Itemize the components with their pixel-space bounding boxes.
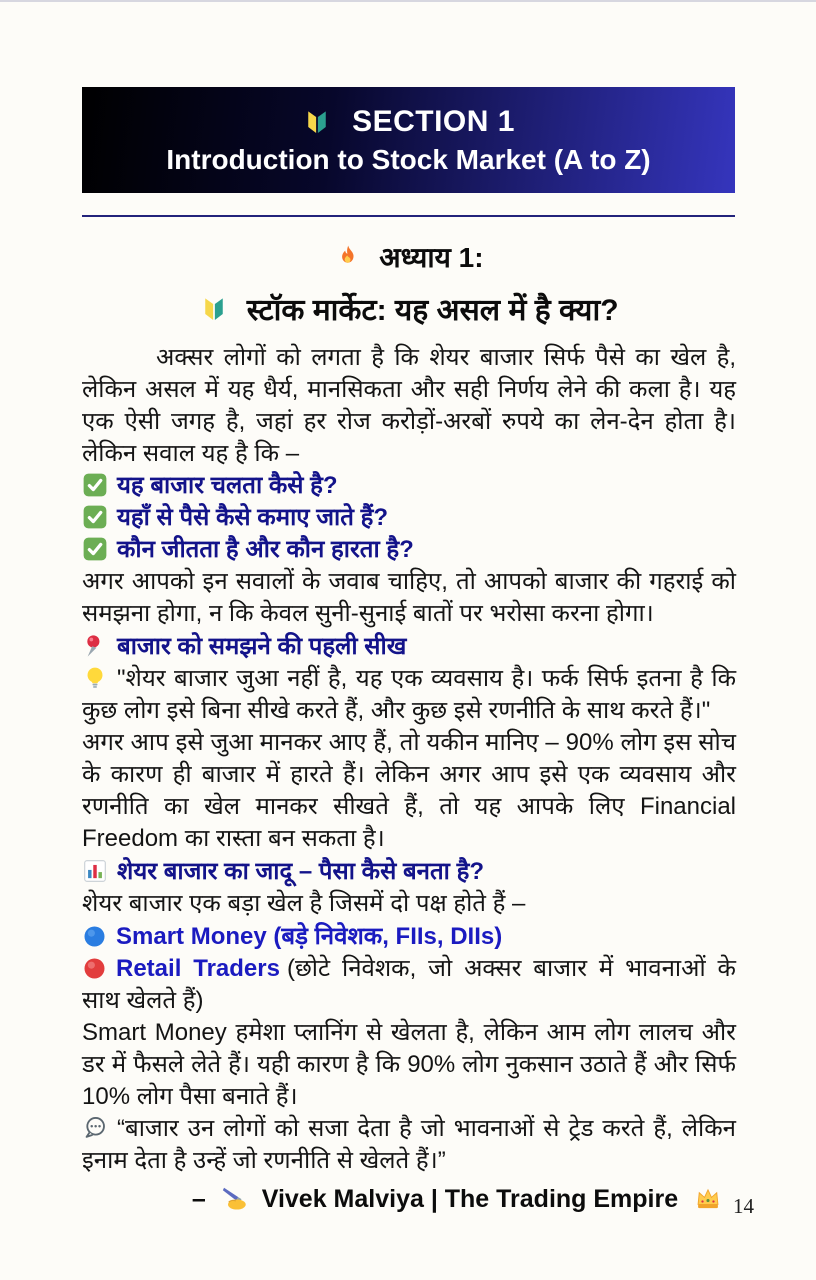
paragraph-smart-vs-retail: Smart Money हमेशा प्लानिंग से खेलता है, लेकिन आम लोग लालच और डर में फैसले लेते हैं। यही कारण है कि 90% लोग नुकसान उठाते हैं और सिर्फ 10% लोग पैसा बनाते हैं। — [82, 1019, 736, 1110]
section-banner — [82, 87, 735, 193]
quote-speech-text: “बाजार उन लोगों को सजा देता है जो भावनाओं से ट्रेड करते हैं, लेकिन इनाम देता है उन्हें जो रणनीति से खेलते हैं।” — [82, 1115, 736, 1174]
check-bullet-text: यहाँ से पैसे कैसे कमाए जाते हैं? — [117, 504, 389, 531]
beginner-badge-icon — [199, 294, 229, 324]
check-bullet — [82, 534, 736, 566]
bar-chart-icon — [82, 858, 108, 884]
section-title: SECTION 1 — [352, 104, 515, 138]
section-banner-title-row — [302, 105, 515, 139]
blue-circle-icon — [82, 924, 107, 949]
attribution-text: Vivek Malviya | The Trading Empire — [261, 1185, 679, 1213]
light-bulb-icon — [82, 665, 108, 691]
green-check-icon — [82, 472, 108, 498]
chapter-heading — [82, 238, 736, 276]
lesson-heading-text: बाजार को समझने की पहली सीख — [117, 633, 407, 660]
retail-traders-label: Retail Traders — [116, 955, 280, 982]
smart-money-text: Smart Money (बड़े निवेशक, FIIs, DIIs) — [116, 923, 503, 950]
section-subtitle: Introduction to Stock Market (A to Z) — [166, 143, 651, 175]
paragraph-answers: अगर आपको इन सवालों के जवाब चाहिए, तो आपको बाजार की गहराई को समझना होगा, न कि केवल सुनी-सुनाई बातों पर भरोसा करना होगा। — [82, 568, 736, 627]
fire-icon — [334, 243, 362, 271]
attribution-line — [130, 1184, 784, 1214]
beginner-badge-icon — [302, 107, 332, 137]
green-check-icon — [82, 504, 108, 530]
page-number: 14 — [733, 1194, 754, 1218]
check-bullet-text: कौन जीतता है और कौन हारता है? — [117, 536, 414, 563]
paragraph-intro: अक्सर लोगों को लगता है कि शेयर बाजार सिर्फ पैसे का खेल है, लेकिन असल में यह धैर्य, मानसिकता और सही निर्णय लेने की कला है। यह एक ऐसी जगह है, जहां हर रोज करोड़ों-अरबों रुपये का लेन-देन होता है। लेकिन सवाल यह है कि – — [82, 344, 736, 467]
paragraph-gambling: अगर आप इसे जुआ मानकर आए हैं, तो यकीन मानिए – 90% लोग इस सोच के कारण ही बाजार में हारते हैं। लेकिन अगर आप इसे एक व्यवसाय और रणनीति का खेल मानकर सीखते हैं, तो यह आपके लिए Financial Freedom का रास्ता बन सकता है। — [82, 729, 736, 852]
quote-bulb-text: "शेयर बाजार जुआ नहीं है, यह एक व्यवसाय है। फर्क सिर्फ इतना है कि कुछ लोग इसे बिना सीखे करते हैं, और कुछ इसे रणनीति के साथ करते हैं।" — [82, 665, 736, 724]
writing-hand-icon — [221, 1184, 249, 1212]
magic-heading-text: शेयर बाजार का जादू – पैसा कैसे बनता है? — [117, 858, 484, 885]
page-content — [82, 234, 736, 1214]
chapter-heading-text: अध्याय 1: — [379, 242, 484, 273]
page-title — [82, 288, 736, 329]
crown-icon — [694, 1184, 722, 1212]
green-check-icon — [82, 536, 108, 562]
page-top-edge — [0, 0, 816, 2]
paragraph-two-sides: शेयर बाजार एक बड़ा खेल है जिसमें दो पक्ष होते हैं – — [82, 890, 526, 917]
red-circle-icon — [82, 956, 107, 981]
lesson-heading — [82, 630, 736, 663]
check-bullet — [82, 470, 736, 502]
quote-speech — [82, 1113, 736, 1177]
speech-balloon-icon — [82, 1115, 108, 1141]
page-title-text: स्टॉक मार्केट: यह असल में है क्या? — [246, 294, 619, 327]
divider-line — [82, 215, 735, 217]
magic-heading — [82, 855, 736, 888]
check-bullet-text: यह बाजार चलता कैसे है? — [117, 472, 338, 499]
attribution-dash: – — [191, 1185, 206, 1213]
smart-money-item — [82, 920, 736, 953]
quote-bulb — [82, 663, 736, 727]
pushpin-icon — [82, 633, 108, 659]
retail-traders-description: (छोटे निवेशक, जो अक्सर बाजार में भावनाओं के साथ खेलते हैं) — [82, 955, 736, 1014]
retail-traders-item — [82, 953, 736, 1017]
check-bullet — [82, 502, 736, 534]
